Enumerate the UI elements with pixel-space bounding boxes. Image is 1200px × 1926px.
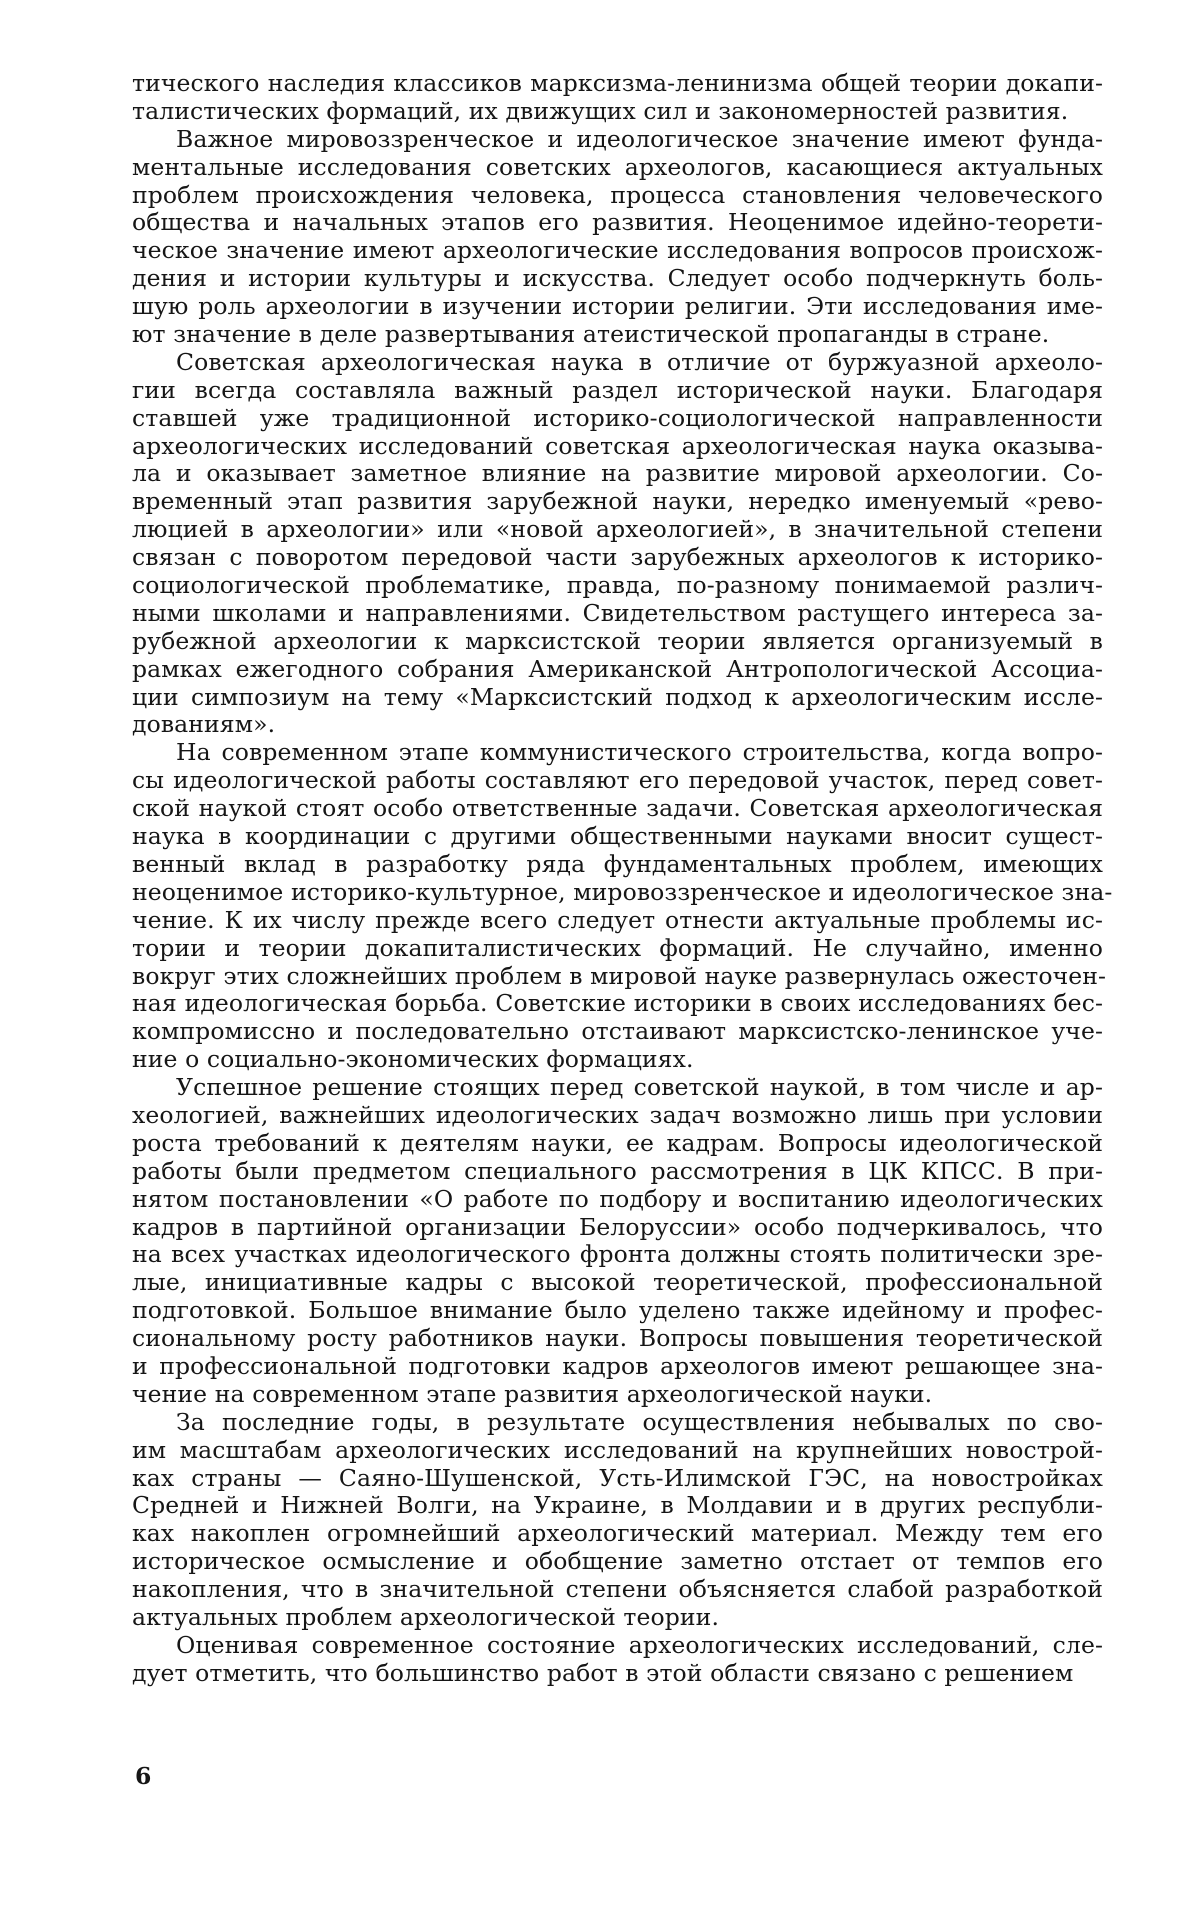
text-line: компромиссно и последовательно отстаивают марксистско-ленинское уче- — [132, 1017, 1103, 1046]
text-line: дованиям». — [132, 710, 276, 739]
text-line: ской наукой стоят особо ответственные задачи. Советская археологическая — [132, 794, 1103, 823]
text-line: дует отметить, что большинство работ в этой области связано с решением — [132, 1658, 1074, 1687]
text-line: ными школами и направлениями. Свидетельством растущего интереса за- — [132, 598, 1103, 627]
paragraph — [132, 70, 1103, 126]
body-text — [132, 69, 1113, 1688]
text-line: и профессиональной подготовки кадров археологов имеют решающее зна- — [132, 1351, 1103, 1380]
text-line: нятом постановлении «О работе по подбору и воспитанию идеологических — [132, 1184, 1103, 1213]
text-line: социологической проблематике, правда, по-разному понимаемой различ- — [132, 571, 1103, 600]
text-line: тического наследия классиков марксизма-ленинизма общей теории докапи- — [132, 69, 1103, 97]
text-line: связан с поворотом передовой части зарубежных археологов к историко- — [132, 543, 1103, 572]
text-line: чение. К их числу прежде всего следует отнести актуальные проблемы ис- — [132, 905, 1103, 934]
text-line: накопления, что в значительной степени объясняется слабой разработкой — [132, 1575, 1103, 1604]
text-line: Советская археологическая наука в отличие от буржуазной археоло- — [176, 347, 1103, 376]
text-line: лые, инициативные кадры с высокой теоретической, профессиональной — [132, 1268, 1103, 1297]
text-line: тории и теории докапиталистических формаций. Не случайно, именно — [132, 933, 1103, 962]
text-line: ная идеологическая борьба. Советские историки в своих исследованиях бес- — [132, 989, 1103, 1018]
text-line: шую роль археологии в изучении истории религии. Эти исследования име- — [132, 292, 1103, 321]
text-line: ние о социально-экономических формациях. — [132, 1045, 694, 1074]
text-line: гии всегда составляла важный раздел исторической науки. Благодаря — [132, 375, 1103, 404]
paragraph — [132, 1409, 1103, 1632]
text-line: подготовкой. Большое внимание было уделено также идейному и профес- — [132, 1296, 1103, 1325]
text-line: Важное мировоззренческое и идеологическое значение имеют фунда- — [176, 124, 1103, 153]
text-line: хеологией, важнейших идеологических задач возможно лишь при условии — [132, 1100, 1103, 1129]
text-line: временный этап развития зарубежной науки, нередко именуемый «рево- — [132, 487, 1103, 516]
text-line: наука в координации с другими общественными науками вносит сущест- — [132, 822, 1103, 851]
text-line: чение на современном этапе развития археологической науки. — [132, 1379, 933, 1408]
text-line: им масштабам археологических исследований на крупнейших новострой- — [132, 1435, 1103, 1464]
text-line: Успешное решение стоящих перед советской наукой, в том числе и ар- — [176, 1073, 1103, 1102]
text-line: вокруг этих сложнейших проблем в мировой науке развернулась ожесточен- — [132, 961, 1107, 990]
text-line: рубежной археологии к марксистской теории является организуемый в — [132, 626, 1103, 655]
text-line: венный вклад в разработку ряда фундаментальных проблем, имеющих — [132, 849, 1103, 878]
text-line: роста требований к деятелям науки, ее кадрам. Вопросы идеологической — [132, 1128, 1103, 1157]
page-number: 6 — [135, 1762, 152, 1790]
text-line: работы были предметом специального рассмотрения в ЦК КПСС. В при- — [132, 1156, 1103, 1185]
text-line: ют значение в деле развертывания атеистической пропаганды в стране. — [132, 320, 1050, 349]
paragraph — [132, 349, 1103, 739]
text-line: ческое значение имеют археологические исследования вопросов происхож- — [132, 236, 1103, 265]
paragraph — [132, 738, 1113, 1074]
text-line: историческое осмысление и обобщение заметно отстает от темпов его — [132, 1547, 1103, 1576]
text-line: рамках ежегодного собрания Американской Антропологической Ассоциа- — [132, 654, 1103, 683]
text-line: За последние годы, в результате осуществления небывалых по сво- — [176, 1407, 1103, 1436]
text-line: сы идеологической работы составляют его передовой участок, перед совет- — [132, 766, 1103, 795]
text-line: ментальные исследования советских археологов, касающиеся актуальных — [132, 152, 1103, 181]
text-line: на всех участках идеологического фронта должны стоять политически зре- — [132, 1240, 1103, 1269]
text-line: ках накоплен огромнейший археологический материал. Между тем его — [132, 1519, 1103, 1548]
text-line: На современном этапе коммунистического строительства, когда вопро- — [176, 738, 1103, 767]
text-line: сиональному росту работников науки. Вопросы повышения теоретической — [132, 1324, 1103, 1353]
text-line: кадров в партийной организации Белоруссии» особо подчеркивалось, что — [132, 1212, 1103, 1241]
text-line: проблем происхождения человека, процесса становления человеческого — [132, 180, 1103, 209]
text-line: ции симпозиум на тему «Марксистский подход к археологическим иссле- — [132, 682, 1103, 711]
text-line: Средней и Нижней Волги, на Украине, в Молдавии и в других республи- — [132, 1491, 1103, 1520]
text-line: Оценивая современное состояние археологических исследований, сле- — [176, 1630, 1103, 1659]
text-line: ла и оказывает заметное влияние на развитие мировой археологии. Со- — [132, 459, 1103, 488]
text-line: археологических исследований советская археологическая наука оказыва- — [132, 431, 1103, 460]
text-line: дения и истории культуры и искусства. Следует особо подчеркнуть боль- — [132, 264, 1103, 293]
text-line: ставшей уже традиционной историко-социологической направленности — [132, 403, 1103, 432]
paragraph — [132, 126, 1103, 349]
text-line: актуальных проблем археологической теории. — [132, 1602, 720, 1631]
text-line: люцией в археологии» или «новой археологией», в значительной степени — [132, 515, 1103, 544]
text-line: общества и начальных этапов его развития. Неоценимое идейно-теорети- — [132, 208, 1103, 237]
text-line: ках страны — Саяно-Шушенской, Усть-Илимской ГЭС, на новостройках — [132, 1463, 1103, 1492]
text-line: неоценимое историко-культурное, мировоззренческое и идеологическое зна- — [132, 877, 1113, 906]
text-line: талистических формаций, их движущих сил и закономерностей развития. — [132, 96, 1069, 125]
paragraph — [132, 1074, 1103, 1409]
paragraph — [132, 1632, 1103, 1688]
